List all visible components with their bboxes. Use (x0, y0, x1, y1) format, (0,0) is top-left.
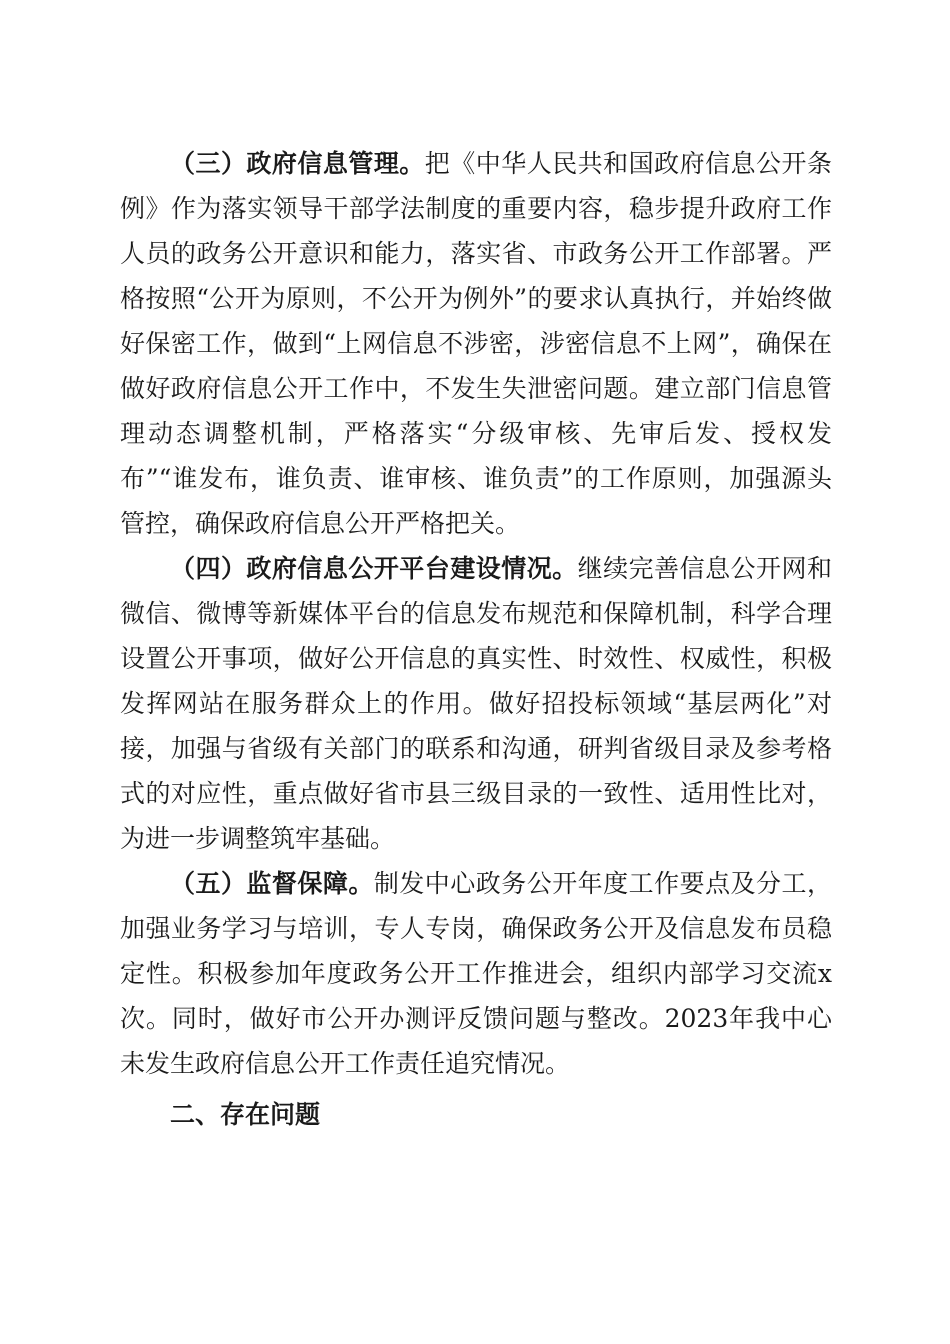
paragraph-text: 制发中心政务公开年度工作要点及分工，加强业务学习与培训，专人专岗，确保政务公开及信息发布员稳定性。积极参加年度政务公开工作推进会，组织内部学习交流x次。同时，做好市公开办测评反馈问题与整改。2023年我中心未发生政府信息公开工作责任追究情况。 (120, 869, 832, 1078)
paragraph-lead: （四）政府信息公开平台建设情况。 (170, 554, 578, 583)
paragraph-supervision-guarantee (120, 861, 832, 1086)
paragraph-government-info-management (120, 141, 832, 546)
document-body (120, 141, 832, 1137)
paragraph-platform-construction (120, 546, 832, 861)
paragraph-text: 继续完善信息公开网和微信、微博等新媒体平台的信息发布规范和保障机制，科学合理设置公开事项，做好公开信息的真实性、时效性、权威性，积极发挥网站在服务群众上的作用。做好招投标领域“基层两化”对接，加强与省级有关部门的联系和沟通，研判省级目录及参考格式的对应性，重点做好省市县三级目录的一致性、适用性比对，为进一步调整筑牢基础。 (120, 554, 832, 853)
paragraph-lead: （三）政府信息管理。 (170, 149, 425, 178)
paragraph-lead: （五）监督保障。 (170, 869, 374, 898)
paragraph-text: 把《中华人民共和国政府信息公开条例》作为落实领导干部学法制度的重要内容，稳步提升政府工作人员的政务公开意识和能力，落实省、市政务公开工作部署。严格按照“公开为原则，不公开为例外”的要求认真执行，并始终做好保密工作，做到“上网信息不涉密，涉密信息不上网”，确保在做好政府信息公开工作中，不发生失泄密问题。建立部门信息管理动态调整机制，严格落实“分级审核、先审后发、授权发布”“谁发布，谁负责、谁审核、谁负责”的工作原则，加强源头管控，确保政府信息公开严格把关。 (120, 149, 832, 538)
section-heading-existing-problems: 二、存在问题 (170, 1100, 321, 1129)
